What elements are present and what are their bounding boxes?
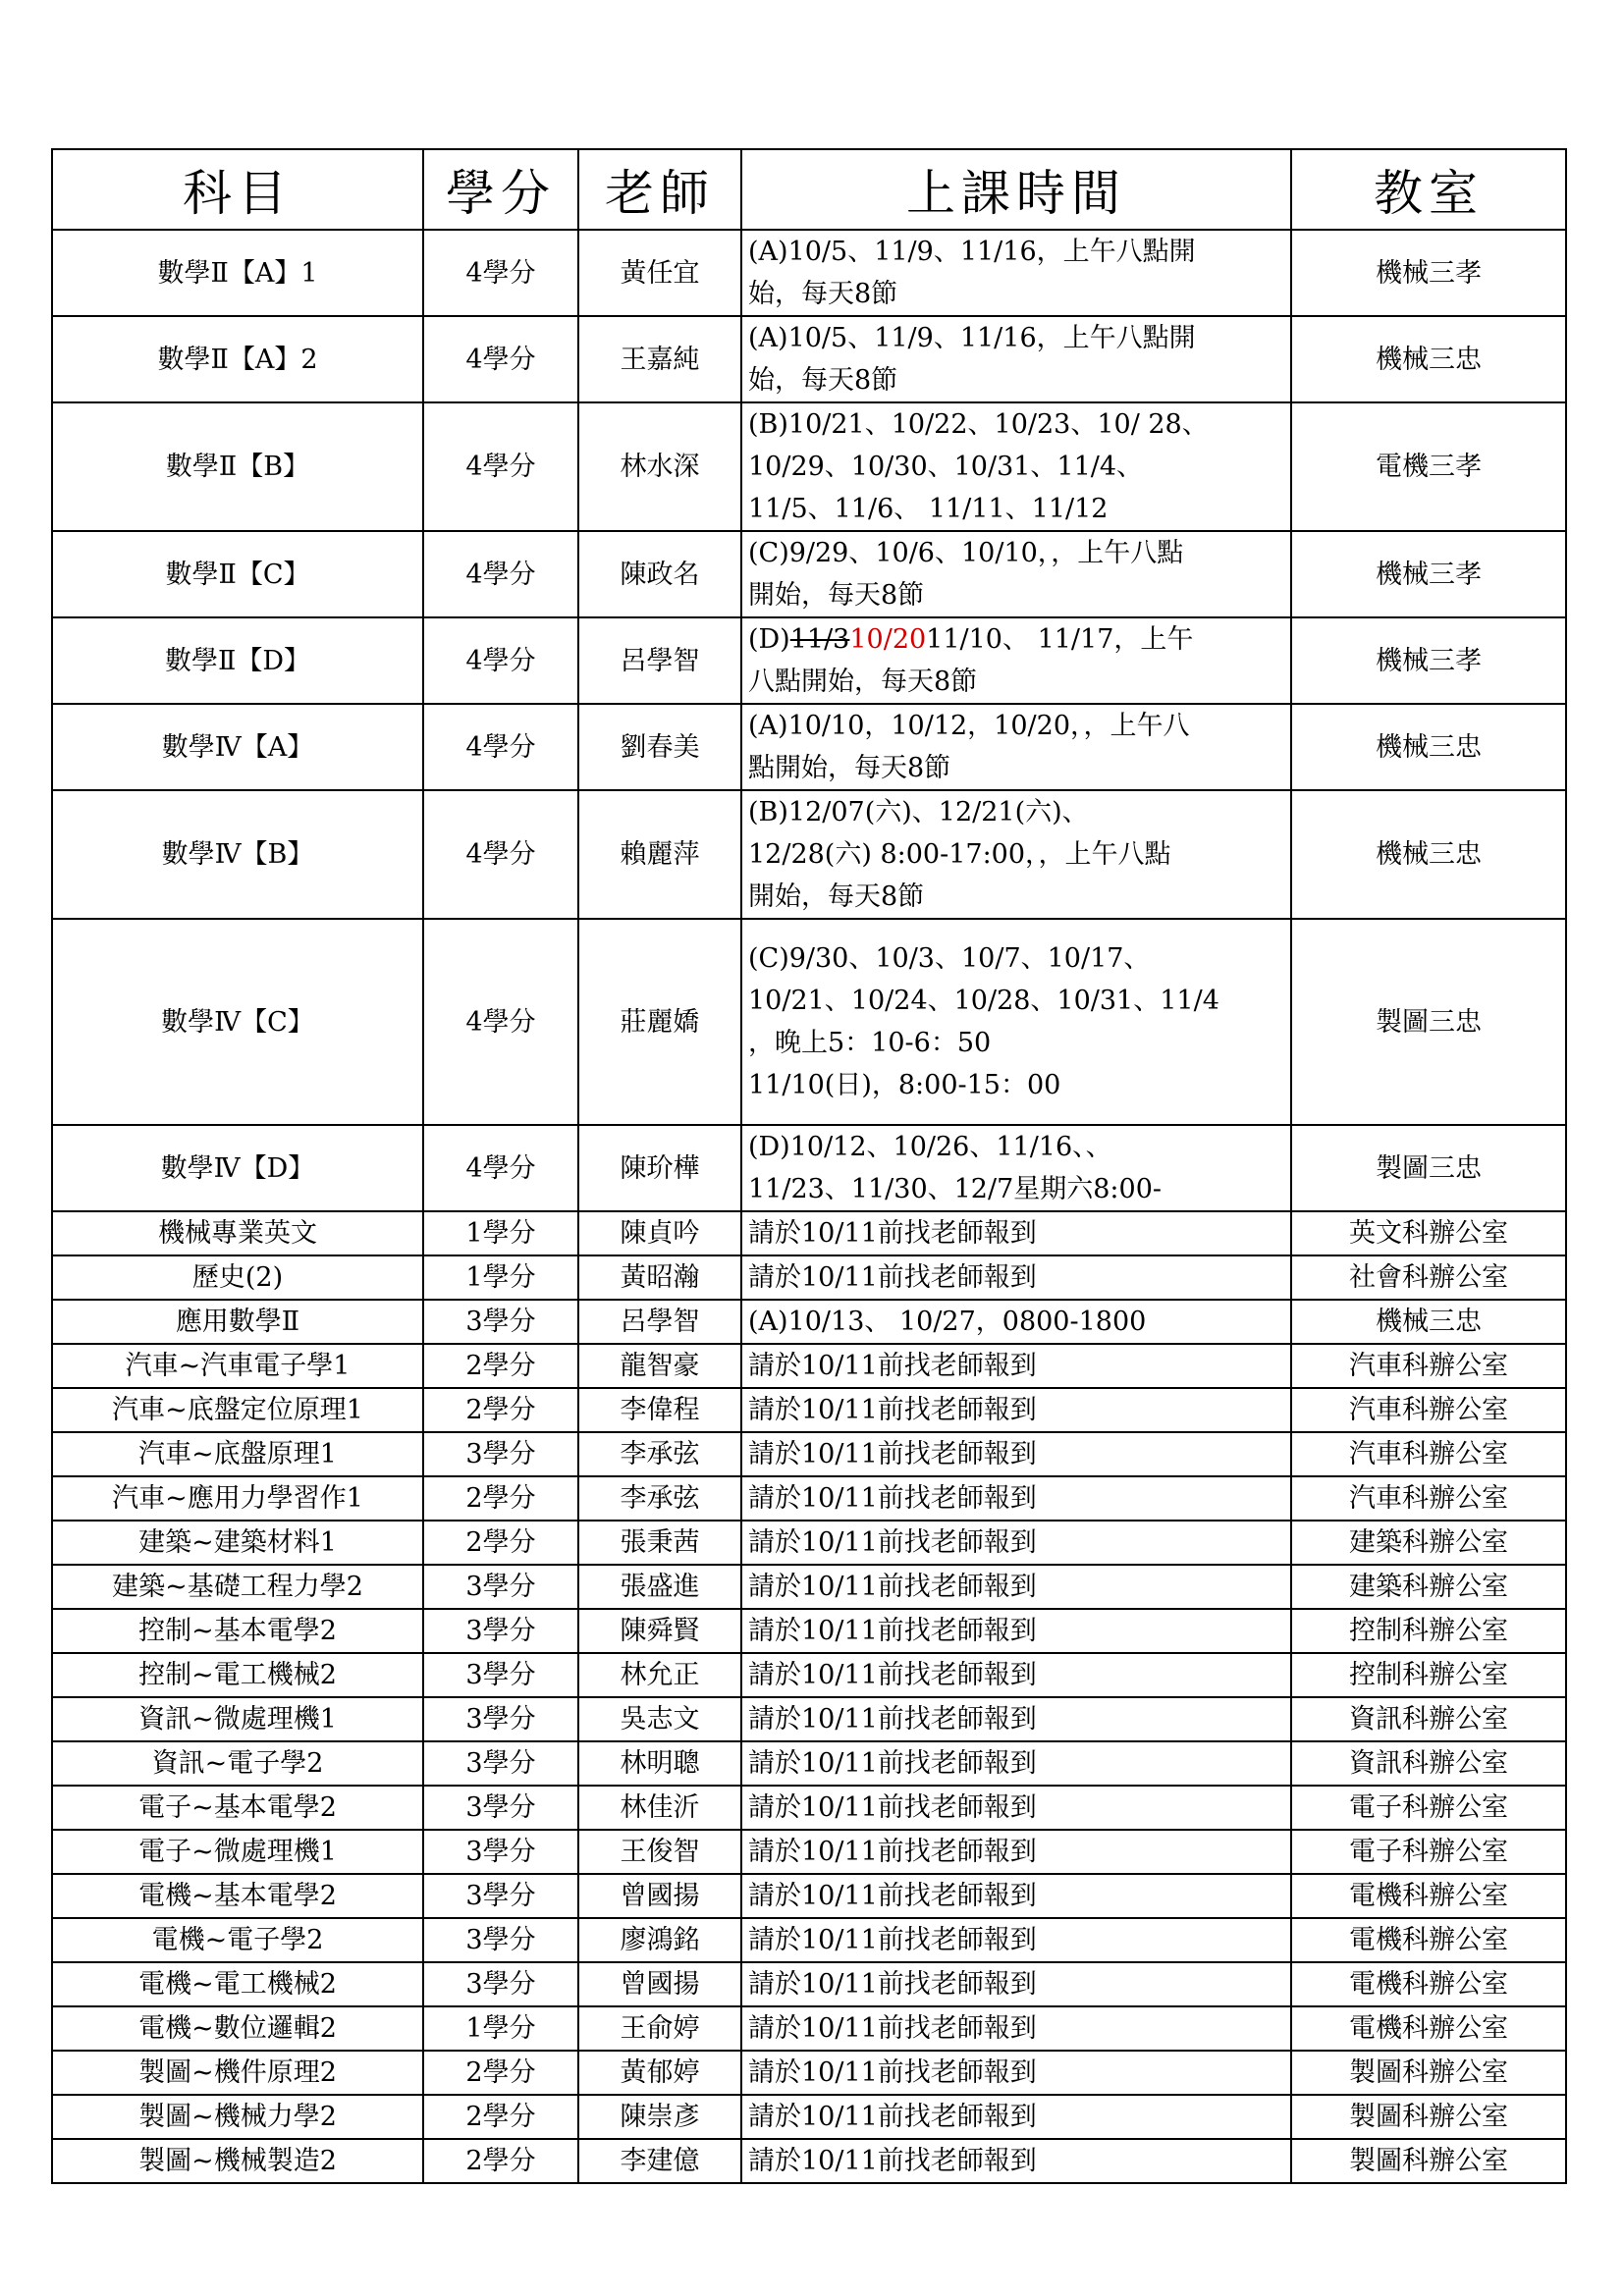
- credits-cell: 3學分: [423, 1565, 578, 1609]
- time-line: (A)10/10，10/12，10/20，，上午八: [748, 711, 1190, 741]
- class-time-cell: [741, 2095, 1291, 2139]
- teacher-cell: 王俞婷: [578, 2006, 741, 2051]
- teacher-cell: 張秉茜: [578, 1521, 741, 1565]
- class-time-cell: [741, 1918, 1291, 1962]
- table-row: [52, 919, 1566, 1125]
- credits-cell: 3學分: [423, 1697, 578, 1741]
- subject-cell: 應用數學Ⅱ: [52, 1300, 423, 1344]
- credits-cell: 2學分: [423, 2095, 578, 2139]
- table-row: [52, 1786, 1566, 1830]
- teacher-cell: 黃昭瀚: [578, 1255, 741, 1300]
- class-time-cell: [741, 1125, 1291, 1211]
- subject-cell: 汽車~底盤原理1: [52, 1432, 423, 1476]
- room-cell: 汽車科辦公室: [1291, 1432, 1566, 1476]
- time-line: (D)10/12、10/26、11/16、、: [748, 1132, 1112, 1162]
- subject-cell: 電子~基本電學2: [52, 1786, 423, 1830]
- room-cell: 製圖三忠: [1291, 919, 1566, 1125]
- room-cell: 機械三忠: [1291, 704, 1566, 790]
- room-cell: 資訊科辦公室: [1291, 1741, 1566, 1786]
- teacher-cell: 陳貞吟: [578, 1211, 741, 1255]
- teacher-cell: 李建億: [578, 2139, 741, 2183]
- header-subject: 科目: [52, 149, 423, 230]
- time-line: 請於10/11前找老師報到: [748, 1748, 1037, 1779]
- credits-cell: 4學分: [423, 316, 578, 402]
- credits-cell: 2學分: [423, 1476, 578, 1521]
- teacher-cell: 曾國揚: [578, 1874, 741, 1918]
- time-line: 請於10/11前找老師報到: [748, 1483, 1037, 1514]
- teacher-cell: 陳崇彥: [578, 2095, 741, 2139]
- time-line: (C)9/29、10/6、10/10，，上午八點: [748, 538, 1184, 568]
- time-line: 請於10/11前找老師報到: [748, 1660, 1037, 1690]
- room-cell: 社會科辦公室: [1291, 1255, 1566, 1300]
- subject-cell: 數學Ⅳ【D】: [52, 1125, 423, 1211]
- time-line: 請於10/11前找老師報到: [748, 1792, 1037, 1823]
- credits-cell: 1學分: [423, 1211, 578, 1255]
- time-line: 請於10/11前找老師報到: [748, 1969, 1037, 2000]
- class-time-cell: [741, 1255, 1291, 1300]
- room-cell: 控制科辦公室: [1291, 1653, 1566, 1697]
- time-line: 請於10/11前找老師報到: [748, 2146, 1037, 2176]
- class-time-cell: [741, 531, 1291, 617]
- time-line: 請於10/11前找老師報到: [748, 1439, 1037, 1469]
- subject-cell: 電機~電子學2: [52, 1918, 423, 1962]
- subject-cell: 歷史(2): [52, 1255, 423, 1300]
- time-line: 開始，每天8節: [748, 881, 925, 912]
- teacher-cell: 王嘉純: [578, 316, 741, 402]
- credits-cell: 3學分: [423, 1432, 578, 1476]
- teacher-cell: 劉春美: [578, 704, 741, 790]
- header-room: 教室: [1291, 149, 1566, 230]
- table-row: [52, 1432, 1566, 1476]
- table-row: [52, 617, 1566, 704]
- class-time-cell: [741, 1300, 1291, 1344]
- teacher-cell: 林明聰: [578, 1741, 741, 1786]
- class-time-cell: [741, 2139, 1291, 2183]
- subject-cell: 資訊~微處理機1: [52, 1697, 423, 1741]
- subject-cell: 汽車~底盤定位原理1: [52, 1388, 423, 1432]
- schedule-body: [52, 230, 1566, 2183]
- room-cell: 機械三孝: [1291, 230, 1566, 316]
- credits-cell: 3學分: [423, 1874, 578, 1918]
- time-line: 12/28(六) 8:00-17:00，，上午八點: [748, 839, 1171, 870]
- time-line: (B)10/21、10/22、10/23、10/ 28、: [748, 409, 1209, 440]
- teacher-cell: 王俊智: [578, 1830, 741, 1874]
- subject-cell: 數學Ⅱ【C】: [52, 531, 423, 617]
- teacher-cell: 李承弦: [578, 1432, 741, 1476]
- room-cell: 電機科辦公室: [1291, 1918, 1566, 1962]
- room-cell: 機械三忠: [1291, 1300, 1566, 1344]
- credits-cell: 3學分: [423, 1962, 578, 2006]
- credits-cell: 4學分: [423, 919, 578, 1125]
- class-time-cell: [741, 2006, 1291, 2051]
- room-cell: 英文科辦公室: [1291, 1211, 1566, 1255]
- subject-cell: 製圖~機件原理2: [52, 2051, 423, 2095]
- time-line: 請於10/11前找老師報到: [748, 1572, 1037, 1602]
- credits-cell: 2學分: [423, 1388, 578, 1432]
- course-schedule-table: [51, 148, 1567, 2184]
- time-line: [748, 618, 1282, 661]
- teacher-cell: 黃郁婷: [578, 2051, 741, 2095]
- table-row: [52, 1653, 1566, 1697]
- credits-cell: 3學分: [423, 1786, 578, 1830]
- subject-cell: 汽車~應用力學習作1: [52, 1476, 423, 1521]
- class-time-cell: [741, 1565, 1291, 1609]
- subject-cell: 控制~基本電學2: [52, 1609, 423, 1653]
- subject-cell: 數學Ⅱ【D】: [52, 617, 423, 704]
- teacher-cell: 陳政名: [578, 531, 741, 617]
- credits-cell: 4學分: [423, 230, 578, 316]
- teacher-cell: 莊麗嬌: [578, 919, 741, 1125]
- subject-cell: 電機~基本電學2: [52, 1874, 423, 1918]
- table-row: [52, 1697, 1566, 1741]
- class-time-cell: [741, 1874, 1291, 1918]
- credits-cell: 3學分: [423, 1653, 578, 1697]
- class-time-cell: [741, 1344, 1291, 1388]
- credits-cell: 1學分: [423, 2006, 578, 2051]
- time-line: 10/21、10/24、10/28、10/31、11/4: [748, 986, 1219, 1016]
- class-time-cell: [741, 1653, 1291, 1697]
- table-row: [52, 1521, 1566, 1565]
- credits-cell: 2學分: [423, 1521, 578, 1565]
- class-time-cell: [741, 1211, 1291, 1255]
- teacher-cell: 黃任宜: [578, 230, 741, 316]
- credits-cell: 2學分: [423, 1344, 578, 1388]
- time-line: 請於10/11前找老師報到: [748, 2013, 1037, 2044]
- class-time-cell: [741, 1609, 1291, 1653]
- teacher-cell: 林佳沂: [578, 1786, 741, 1830]
- time-line: 請於10/11前找老師報到: [748, 1351, 1037, 1381]
- teacher-cell: 呂學智: [578, 1300, 741, 1344]
- table-row: [52, 402, 1566, 531]
- time-line: 請於10/11前找老師報到: [748, 1262, 1037, 1293]
- room-cell: 製圖科辦公室: [1291, 2095, 1566, 2139]
- table-row: [52, 1125, 1566, 1211]
- table-row: [52, 230, 1566, 316]
- time-line: 始，每天8節: [748, 279, 898, 309]
- credits-cell: 3學分: [423, 1300, 578, 1344]
- room-cell: 電機三孝: [1291, 402, 1566, 531]
- table-row: [52, 1962, 1566, 2006]
- credits-cell: 4學分: [423, 617, 578, 704]
- teacher-cell: 龍智豪: [578, 1344, 741, 1388]
- subject-cell: 製圖~機械製造2: [52, 2139, 423, 2183]
- class-time-cell: [741, 1476, 1291, 1521]
- time-line: 11/10(日)，8:00-15：00: [748, 1070, 1061, 1100]
- class-time-cell: [741, 1962, 1291, 2006]
- table-row: [52, 1874, 1566, 1918]
- subject-cell: 資訊~電子學2: [52, 1741, 423, 1786]
- subject-cell: 建築~建築材料1: [52, 1521, 423, 1565]
- time-line: 請於10/11前找老師報到: [748, 1218, 1037, 1249]
- room-cell: 製圖科辦公室: [1291, 2139, 1566, 2183]
- teacher-cell: 林允正: [578, 1653, 741, 1697]
- time-rest: 11/10、 11/17，上午: [926, 624, 1194, 655]
- table-row: [52, 2095, 1566, 2139]
- time-line: 八點開始，每天8節: [748, 667, 978, 697]
- subject-cell: 數學Ⅳ【B】: [52, 790, 423, 919]
- room-cell: 控制科辦公室: [1291, 1609, 1566, 1653]
- room-cell: 建築科辦公室: [1291, 1521, 1566, 1565]
- table-row: [52, 2006, 1566, 2051]
- credits-cell: 4學分: [423, 531, 578, 617]
- table-row: [52, 1476, 1566, 1521]
- class-time-cell: [741, 1432, 1291, 1476]
- corrected-date: 10/20: [849, 624, 927, 655]
- teacher-cell: 林水深: [578, 402, 741, 531]
- room-cell: 製圖三忠: [1291, 1125, 1566, 1211]
- room-cell: 資訊科辦公室: [1291, 1697, 1566, 1741]
- room-cell: 電機科辦公室: [1291, 1874, 1566, 1918]
- room-cell: 機械三忠: [1291, 790, 1566, 919]
- room-cell: 汽車科辦公室: [1291, 1476, 1566, 1521]
- teacher-cell: 李承弦: [578, 1476, 741, 1521]
- time-line: 請於10/11前找老師報到: [748, 2057, 1037, 2088]
- time-line: 請於10/11前找老師報到: [748, 1395, 1037, 1425]
- credits-cell: 4學分: [423, 790, 578, 919]
- room-cell: 機械三孝: [1291, 531, 1566, 617]
- subject-cell: 汽車~汽車電子學1: [52, 1344, 423, 1388]
- class-time-cell: [741, 230, 1291, 316]
- table-row: [52, 1741, 1566, 1786]
- header-credits: 學分: [423, 149, 578, 230]
- room-cell: 機械三忠: [1291, 316, 1566, 402]
- credits-cell: 2學分: [423, 2051, 578, 2095]
- teacher-cell: 廖鴻銘: [578, 1918, 741, 1962]
- credits-cell: 2學分: [423, 2139, 578, 2183]
- credits-cell: 4學分: [423, 704, 578, 790]
- table-row: [52, 2139, 1566, 2183]
- credits-cell: 3學分: [423, 1741, 578, 1786]
- time-line: 請於10/11前找老師報到: [748, 1527, 1037, 1558]
- time-line: (B)12/07(六)、12/21(六)、: [748, 797, 1089, 828]
- struck-date: 11/3: [789, 624, 850, 655]
- teacher-cell: 張盛進: [578, 1565, 741, 1609]
- credits-cell: 1學分: [423, 1255, 578, 1300]
- time-line: 請於10/11前找老師報到: [748, 2102, 1037, 2132]
- credits-cell: 3學分: [423, 1830, 578, 1874]
- time-prefix: (D): [748, 624, 790, 655]
- class-time-cell: [741, 617, 1291, 704]
- class-time-cell: [741, 1521, 1291, 1565]
- class-time-cell: [741, 704, 1291, 790]
- table-row: [52, 1300, 1566, 1344]
- time-line: (A)10/5、11/9、11/16，上午八點開: [748, 237, 1196, 267]
- time-line: (A)10/13、 10/27，0800-1800: [748, 1307, 1147, 1337]
- header-time: 上課時間: [741, 149, 1291, 230]
- time-line: 11/23、11/30、12/7星期六8:00-: [748, 1174, 1163, 1204]
- teacher-cell: 陳玠樺: [578, 1125, 741, 1211]
- table-row: [52, 1830, 1566, 1874]
- time-line: 開始，每天8節: [748, 580, 925, 611]
- teacher-cell: 曾國揚: [578, 1962, 741, 2006]
- time-line: (A)10/5、11/9、11/16，上午八點開: [748, 323, 1196, 353]
- subject-cell: 數學Ⅱ【A】2: [52, 316, 423, 402]
- time-line: 請於10/11前找老師報到: [748, 1704, 1037, 1735]
- subject-cell: 數學Ⅳ【A】: [52, 704, 423, 790]
- time-line: 10/29、10/30、10/31、11/4、: [748, 452, 1144, 482]
- credits-cell: 3學分: [423, 1918, 578, 1962]
- class-time-cell: [741, 316, 1291, 402]
- table-row: [52, 2051, 1566, 2095]
- time-line: ，晚上5：10-6：50: [748, 1028, 992, 1058]
- time-line: 請於10/11前找老師報到: [748, 1881, 1037, 1911]
- class-time-cell: [741, 919, 1291, 1125]
- credits-cell: 4學分: [423, 402, 578, 531]
- header-teacher: 老師: [578, 149, 741, 230]
- teacher-cell: 李偉程: [578, 1388, 741, 1432]
- time-line: 11/5、11/6、 11/11、11/12: [748, 494, 1109, 524]
- class-time-cell: [741, 1388, 1291, 1432]
- subject-cell: 電機~電工機械2: [52, 1962, 423, 2006]
- time-line: 始，每天8節: [748, 365, 898, 396]
- subject-cell: 電機~數位邏輯2: [52, 2006, 423, 2051]
- class-time-cell: [741, 1786, 1291, 1830]
- subject-cell: 電子~微處理機1: [52, 1830, 423, 1874]
- time-line: (C)9/30、10/3、10/7、10/17、: [748, 943, 1151, 974]
- class-time-cell: [741, 1830, 1291, 1874]
- table-row: [52, 1211, 1566, 1255]
- time-line: 點開始，每天8節: [748, 753, 951, 783]
- subject-cell: 數學Ⅳ【C】: [52, 919, 423, 1125]
- subject-cell: 數學Ⅱ【A】1: [52, 230, 423, 316]
- subject-cell: 數學Ⅱ【B】: [52, 402, 423, 531]
- table-row: [52, 1918, 1566, 1962]
- subject-cell: 製圖~機械力學2: [52, 2095, 423, 2139]
- table-row: [52, 316, 1566, 402]
- room-cell: 電機科辦公室: [1291, 2006, 1566, 2051]
- table-row: [52, 531, 1566, 617]
- class-time-cell: [741, 1741, 1291, 1786]
- table-row: [52, 1255, 1566, 1300]
- subject-cell: 建築~基礎工程力學2: [52, 1565, 423, 1609]
- time-line: 請於10/11前找老師報到: [748, 1925, 1037, 1955]
- room-cell: 汽車科辦公室: [1291, 1388, 1566, 1432]
- table-row: [52, 704, 1566, 790]
- credits-cell: 3學分: [423, 1609, 578, 1653]
- header-row: [52, 149, 1566, 230]
- class-time-cell: [741, 1697, 1291, 1741]
- table-row: [52, 1565, 1566, 1609]
- table-row: [52, 1609, 1566, 1653]
- credits-cell: 4學分: [423, 1125, 578, 1211]
- table-row: [52, 1344, 1566, 1388]
- teacher-cell: 賴麗萍: [578, 790, 741, 919]
- teacher-cell: 呂學智: [578, 617, 741, 704]
- class-time-cell: [741, 790, 1291, 919]
- subject-cell: 機械專業英文: [52, 1211, 423, 1255]
- time-line: 請於10/11前找老師報到: [748, 1616, 1037, 1646]
- time-line: 請於10/11前找老師報到: [748, 1837, 1037, 1867]
- room-cell: 建築科辦公室: [1291, 1565, 1566, 1609]
- table-row: [52, 1388, 1566, 1432]
- class-time-cell: [741, 402, 1291, 531]
- room-cell: 電子科辦公室: [1291, 1830, 1566, 1874]
- room-cell: 機械三孝: [1291, 617, 1566, 704]
- room-cell: 電子科辦公室: [1291, 1786, 1566, 1830]
- room-cell: 汽車科辦公室: [1291, 1344, 1566, 1388]
- room-cell: 電機科辦公室: [1291, 1962, 1566, 2006]
- table-row: [52, 790, 1566, 919]
- teacher-cell: 吳志文: [578, 1697, 741, 1741]
- subject-cell: 控制~電工機械2: [52, 1653, 423, 1697]
- class-time-cell: [741, 2051, 1291, 2095]
- room-cell: 製圖科辦公室: [1291, 2051, 1566, 2095]
- teacher-cell: 陳舜賢: [578, 1609, 741, 1653]
